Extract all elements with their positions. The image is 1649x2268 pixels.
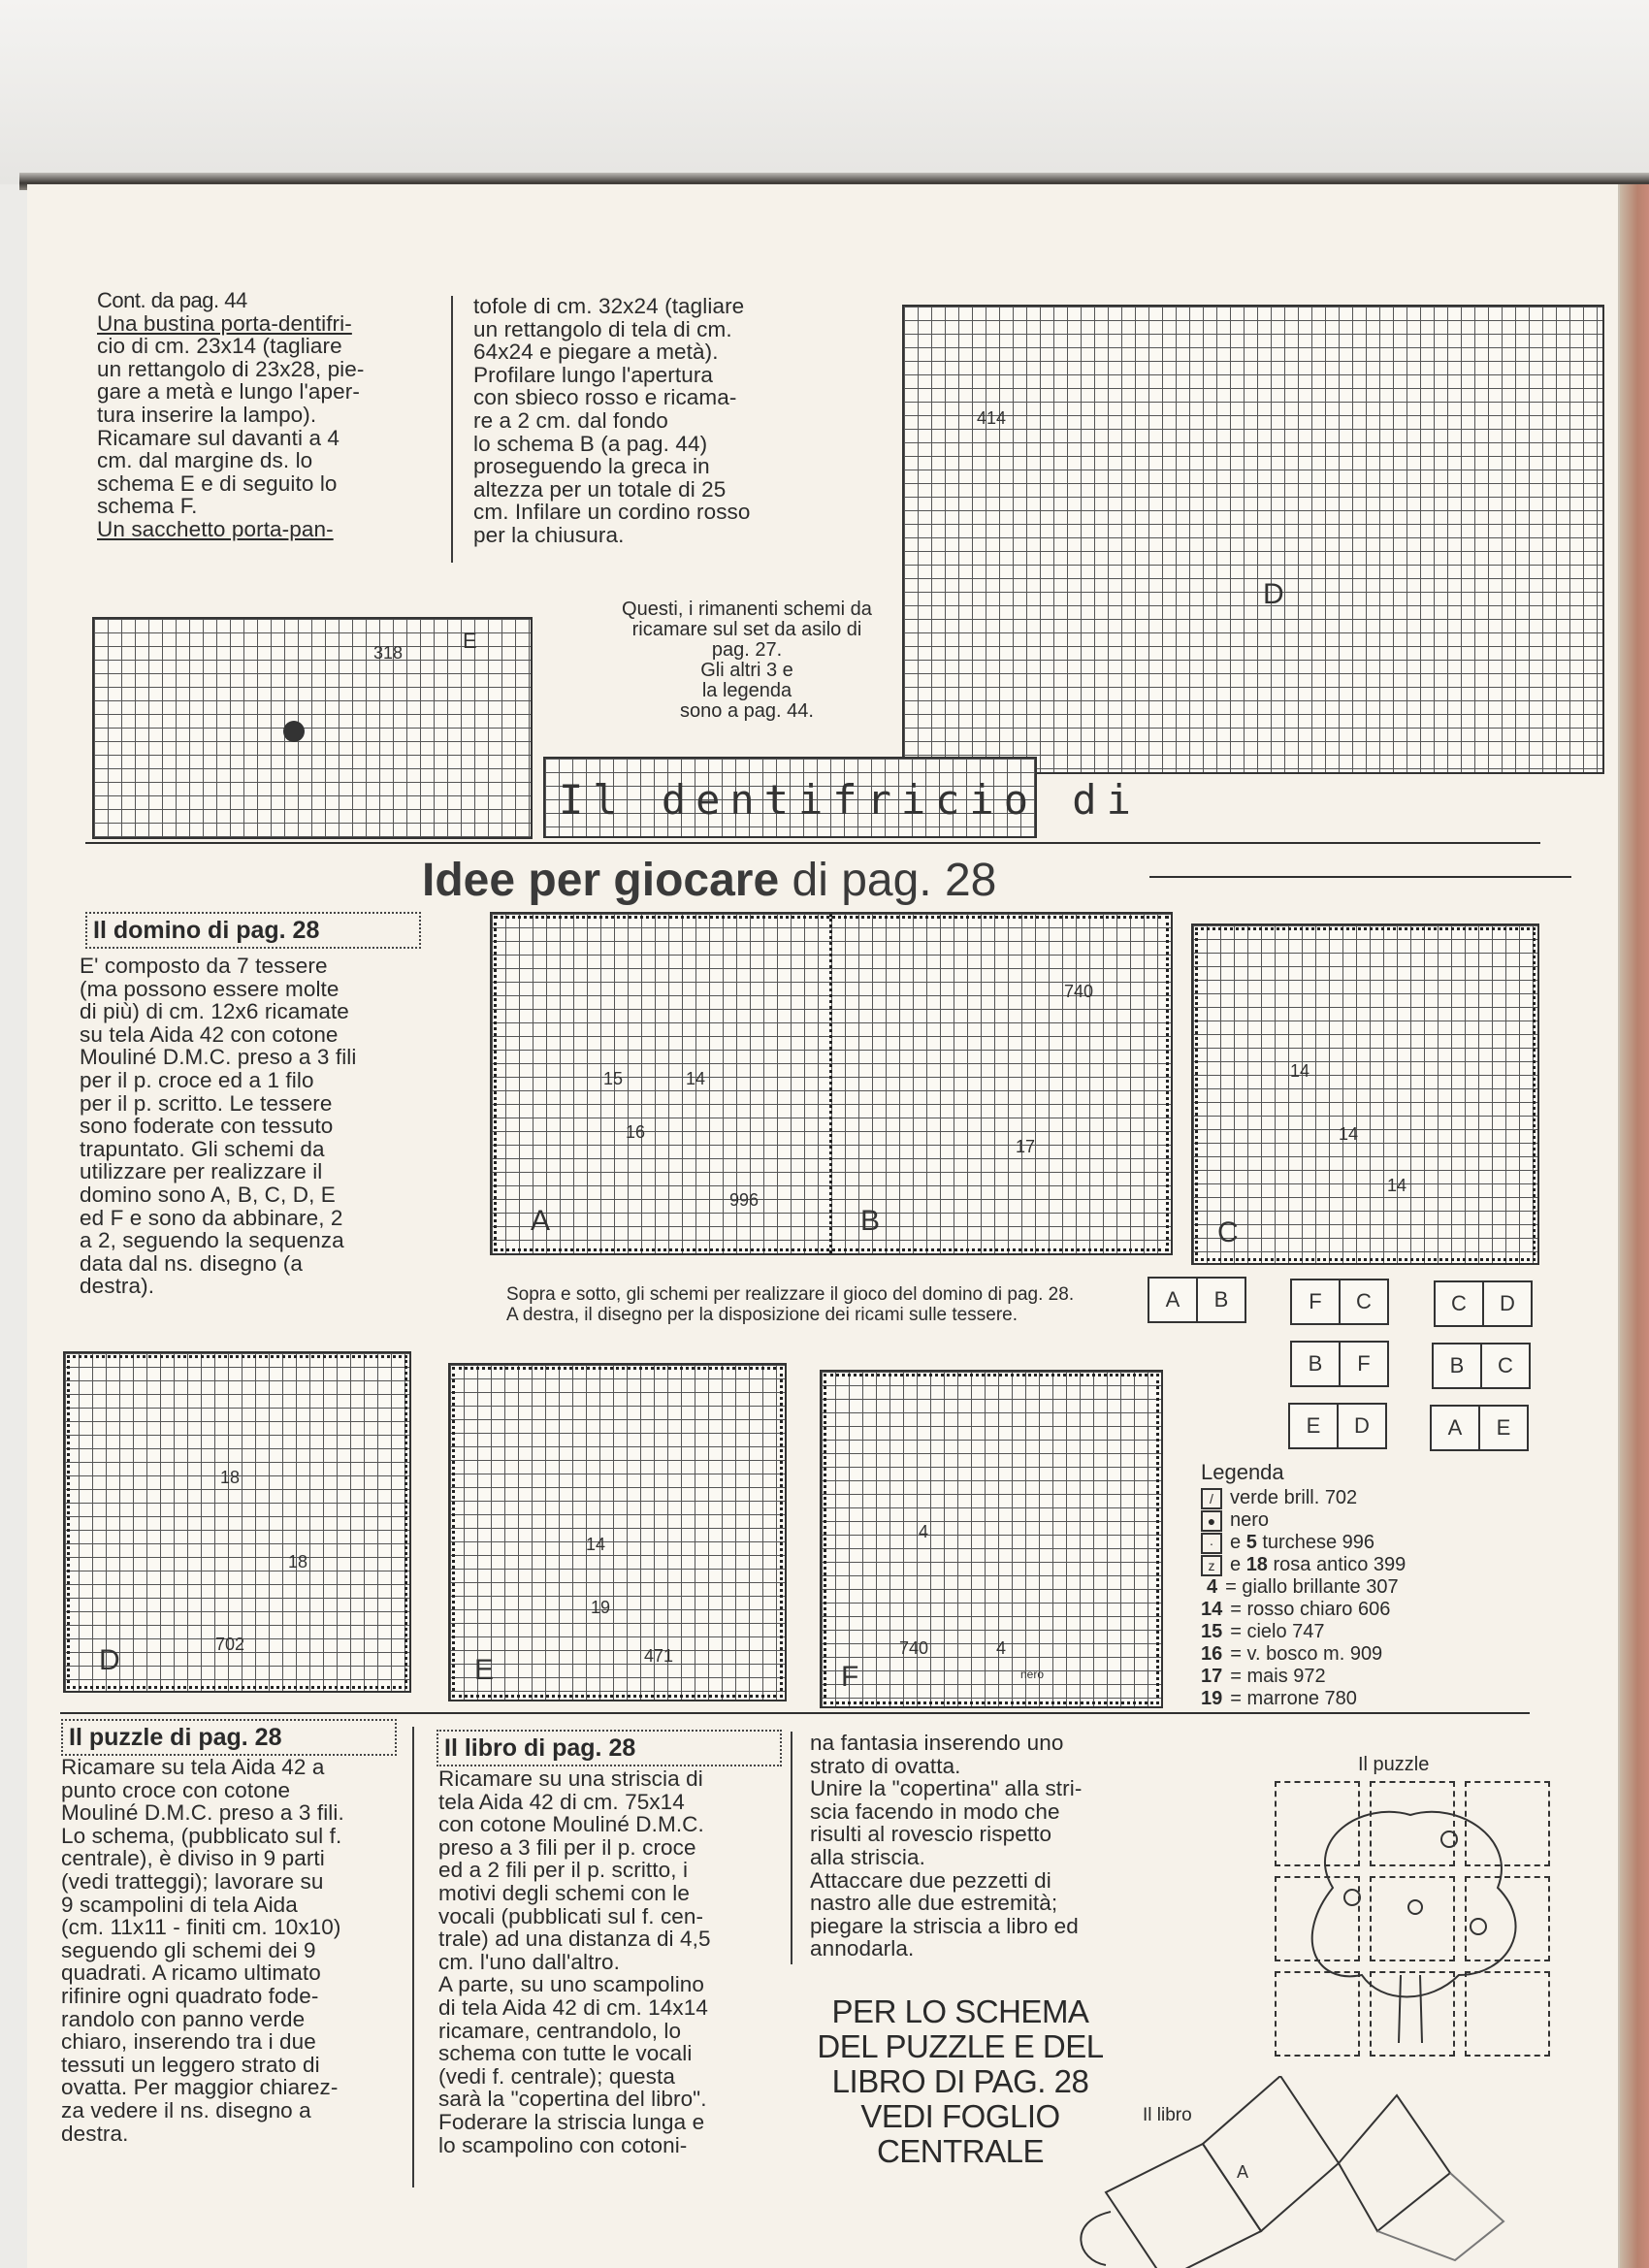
text-line: punto croce con cotone: [61, 1777, 291, 1802]
text-line: data dal ns. disegno (a: [80, 1250, 303, 1276]
chart-number: nero: [1020, 1668, 1045, 1681]
intro-line: un rettangolo di 23x28, pie-: [97, 356, 365, 381]
text-line: a 2, seguendo la sequenza: [80, 1228, 344, 1253]
intro-line: Profilare lungo l'apertura: [473, 362, 714, 387]
legend-text: nero: [1230, 1509, 1270, 1531]
text-line: (ma possono essere molte: [80, 976, 340, 1001]
text-line: tela Aida 42 di cm. 75x14: [438, 1789, 685, 1814]
text-line: centrale), è diviso in 9 parti: [61, 1846, 325, 1871]
text-line: 9 scampolini di tela Aida: [61, 1892, 298, 1917]
puzzle-illustration-label: Il puzzle: [1358, 1754, 1430, 1775]
text-line: nastro alle due estremità;: [810, 1891, 1058, 1916]
legend-text: = marrone 780: [1230, 1688, 1357, 1709]
chart-domino-f: [820, 1370, 1163, 1708]
tile-left: C: [1451, 1291, 1467, 1315]
chart-whale: [92, 617, 533, 839]
text-line: motivi degli schemi con le: [438, 1880, 690, 1905]
text-line: trapuntato. Gli schemi da: [80, 1136, 325, 1161]
tile-right: D: [1482, 1282, 1531, 1325]
text-line: per il p. croce ed a 1 filo: [80, 1067, 314, 1092]
text-line: scia facendo in modo che: [810, 1798, 1060, 1824]
legend-text: = rosso chiaro 606: [1230, 1599, 1391, 1620]
chart-number: 14: [586, 1535, 606, 1554]
text-line: (vedi tratteggi); lavorare su: [61, 1868, 324, 1894]
tile-right: F: [1339, 1343, 1387, 1385]
intro-line: Un sacchetto porta-pan-: [97, 516, 334, 541]
text-line: sono foderate con tessuto: [80, 1114, 334, 1139]
legend-text: = mais 972: [1230, 1666, 1326, 1687]
legend-text: turchese 996: [1256, 1532, 1375, 1553]
tile-left: A: [1447, 1415, 1463, 1440]
tile-right: D: [1337, 1405, 1385, 1447]
text-line: seguendo gli schemi dei 9: [61, 1937, 316, 1962]
intro-line: cio di cm. 23x14 (tagliare: [97, 334, 342, 359]
chart-number: 14: [1339, 1124, 1359, 1144]
legend: [1201, 1460, 1550, 1710]
domino-heading: Il domino di pag. 28: [85, 912, 421, 949]
legend-text: rosa antico 399: [1267, 1554, 1406, 1575]
tile-left: E: [1306, 1413, 1321, 1438]
domino-caption: [506, 1284, 1147, 1325]
chart-number: 16: [626, 1122, 646, 1142]
continued-note: Cont. da pag. 44: [97, 288, 247, 312]
text-line: Ricamare su una striscia di: [438, 1766, 703, 1791]
text-line: chiaro, inserendo tra i due: [61, 2029, 316, 2055]
chart-number: 18: [220, 1468, 241, 1487]
text-line: piegare la striscia a libro ed: [810, 1913, 1079, 1938]
chart-number: 15: [603, 1069, 624, 1088]
text-line: ovatta. Per maggior chiarez-: [61, 2075, 339, 2100]
text-line: risulti al rovescio rispetto: [810, 1822, 1052, 1847]
chart-animal: [902, 305, 1604, 774]
text-line: preso a 3 fili per il p. croce: [438, 1834, 696, 1860]
legend-prefix: e: [1230, 1532, 1246, 1553]
legend-number: 18: [1245, 1554, 1268, 1575]
tile-left: B: [1449, 1353, 1465, 1377]
intro-line: schema E e di seguito lo: [97, 470, 338, 496]
domino-tile: [1148, 1277, 1246, 1323]
intro-line: tura inserire la lampo).: [97, 402, 317, 427]
libro-heading: Il libro di pag. 28: [436, 1730, 782, 1766]
intro-line: proseguendo la greca in: [473, 454, 710, 479]
note-line: Gli altri 3 e: [700, 660, 793, 681]
text-line: annodarla.: [810, 1936, 915, 1961]
chart-number: 996: [729, 1190, 760, 1210]
chart-number: 471: [644, 1646, 674, 1666]
caps-line: LIBRO DI PAG. 28: [831, 2063, 1089, 2099]
border-dots: [452, 1367, 783, 1698]
chart-number: 17: [1016, 1137, 1036, 1156]
legend-number: 14: [1201, 1599, 1223, 1620]
legend-number: 16: [1201, 1643, 1223, 1665]
book-drawing-icon: [1067, 2076, 1533, 2268]
text-line: su tela Aida 42 con cotone: [80, 1021, 339, 1047]
chart-number: 740: [899, 1638, 929, 1658]
tile-right: E: [1478, 1407, 1527, 1449]
intro-line: gare a metà e lungo l'aper-: [97, 379, 360, 405]
legend-item: [1201, 1688, 1550, 1710]
text-line: lo scampolino con cotoni-: [438, 2132, 688, 2157]
chart-annotation: 414: [977, 408, 1007, 428]
chart-annotation: 318: [373, 643, 404, 663]
intro-line: lo schema B (a pag. 44): [473, 431, 708, 456]
z-symbol-icon: z: [1201, 1555, 1222, 1576]
text-line: per il p. scritto. Le tessere: [80, 1090, 333, 1116]
tile-left: A: [1165, 1287, 1180, 1312]
chart-number: 14: [1290, 1061, 1310, 1081]
text-line: (cm. 11x11 - finiti cm. 10x10): [61, 1915, 341, 1940]
tile-right: C: [1339, 1280, 1387, 1323]
legend-prefix: e: [1230, 1554, 1246, 1575]
domino-tile: [1430, 1405, 1529, 1451]
dot-symbol-icon: ●: [1201, 1510, 1222, 1532]
text-line: ricamare, centrandolo, lo: [438, 2018, 682, 2043]
legend-number: 19: [1201, 1688, 1223, 1709]
text-line: E' composto da 7 tessere: [80, 954, 328, 978]
intro-line: altezza per un totale di 25: [473, 476, 727, 502]
caps-line: PER LO SCHEMA: [831, 1993, 1089, 2029]
text-line: destra).: [80, 1274, 155, 1299]
domino-tile: [1290, 1341, 1389, 1387]
note-line: Questi, i rimanenti schemi da: [622, 599, 872, 620]
caption-line: A destra, il disegno per la disposizione dei ricami sulle tessere.: [506, 1305, 1018, 1325]
intro-line: per la chiusura.: [473, 522, 625, 547]
text-line: di tela Aida 42 di cm. 14x14: [438, 1994, 708, 2020]
intro-line: re a 2 cm. dal fondo: [473, 407, 668, 433]
text-line: Mouliné D.M.C. preso a 3 fili.: [61, 1800, 344, 1826]
domino-text: [80, 955, 429, 1298]
text-line: alla striscia.: [810, 1844, 925, 1869]
domino-tile: [1432, 1343, 1531, 1389]
chart-label: D: [99, 1644, 120, 1676]
caps-line: VEDI FOGLIO: [860, 2098, 1060, 2134]
legend-text: = v. bosco m. 909: [1230, 1643, 1383, 1665]
text-line: strato di ovatta.: [810, 1753, 961, 1778]
chart-label: F: [841, 1661, 859, 1693]
text-line: destra.: [61, 2121, 129, 2146]
chart-label: B: [860, 1205, 881, 1237]
note-line: pag. 27.: [711, 639, 783, 661]
small-dot-symbol-icon: ·: [1201, 1533, 1222, 1554]
legend-text: = giallo brillante 307: [1225, 1576, 1399, 1598]
intro-line: un rettangolo di tela di cm.: [473, 316, 732, 341]
chart-domino-e: [448, 1363, 787, 1701]
text-line: ed F e sono da abbinare, 2: [80, 1205, 343, 1230]
text-line: domino sono A, B, C, D, E: [80, 1182, 336, 1207]
intro-line: cm. Infilare un cordino rosso: [473, 500, 751, 525]
chart-label: C: [1217, 1216, 1239, 1248]
book-illustration-label: Il libro: [1143, 2105, 1192, 2125]
text-line: Ricamare su tela Aida 42 a: [61, 1755, 325, 1779]
tree-drawing-icon: [1275, 1781, 1550, 2057]
text-line: trale) ad una distanza di 4,5: [438, 1927, 711, 1952]
domino-tile: [1290, 1279, 1389, 1325]
text-line: tessuti un leggero strato di: [61, 2052, 320, 2077]
intro-line: Ricamare sul davanti a 4: [97, 425, 340, 450]
chart-number: 4: [919, 1522, 929, 1541]
text-line: Mouliné D.M.C. preso a 3 fili: [80, 1045, 357, 1070]
border-dots: [824, 1374, 1159, 1704]
tile-right: C: [1480, 1345, 1529, 1387]
chart-domino-a-b: [490, 912, 1173, 1255]
intro-line: Una bustina porta-dentifri-: [97, 310, 352, 336]
intro-line: 64x24 e piegare a metà).: [473, 340, 719, 365]
text-line: Lo schema, (pubblicato sul f.: [61, 1823, 342, 1848]
text-line: di più) di cm. 12x6 ricamate: [80, 999, 349, 1024]
center-dots: [829, 914, 832, 1253]
chart-label: D: [1263, 578, 1284, 610]
legend-item: [1201, 1554, 1550, 1576]
legend-item: [1201, 1487, 1550, 1509]
text-line: za vedere il ns. disegno a: [61, 2097, 311, 2122]
intro-line: con sbieco rosso e ricama-: [473, 385, 737, 410]
intro-line: cm. dal margine ds. lo: [97, 448, 313, 473]
text-line: cm. l'uno dall'altro.: [438, 1949, 621, 1974]
text-line: Foderare la striscia lunga e: [438, 2109, 705, 2134]
chart-domino-c: [1191, 923, 1539, 1265]
section-divider: [60, 1712, 1530, 1714]
section-title: Idee per giocare di pag. 28: [422, 855, 997, 906]
section-divider: [85, 842, 1540, 844]
chart-label: E: [474, 1654, 495, 1686]
chart-number: 702: [215, 1635, 245, 1654]
caps-line: CENTRALE: [876, 2133, 1045, 2169]
tile-left: F: [1309, 1289, 1322, 1313]
chart-domino-d: [63, 1351, 411, 1693]
slash-symbol-icon: /: [1201, 1488, 1222, 1509]
tile-left: B: [1308, 1351, 1323, 1376]
legend-number: 15: [1201, 1621, 1223, 1642]
legend-item: [1201, 1621, 1550, 1643]
legend-text: verde brill. 702: [1230, 1487, 1358, 1508]
chart-number: 18: [288, 1552, 308, 1571]
text-line: rifinire ogni quadrato fode-: [61, 1983, 319, 2008]
chart-number: 4: [996, 1638, 1007, 1658]
text-line: Unire la "copertina" alla stri-: [810, 1776, 1083, 1801]
legend-number: 4: [1207, 1576, 1218, 1598]
note-line: la legenda: [701, 680, 792, 701]
puzzle-heading: Il puzzle di pag. 28: [61, 1719, 397, 1756]
chart-number: 740: [1064, 982, 1094, 1001]
tile-right: B: [1196, 1279, 1245, 1321]
whale-eye-icon: [283, 721, 305, 742]
domino-tile: [1434, 1280, 1533, 1327]
svg-text:A: A: [1237, 2162, 1249, 2182]
page-edge: [1620, 184, 1649, 2268]
text-line: vocali (pubblicati sul f. cen-: [438, 1903, 704, 1928]
legend-item: [1201, 1532, 1550, 1554]
legend-item: [1201, 1509, 1550, 1532]
chart-number: 19: [591, 1598, 611, 1617]
text-line: utilizzare per realizzare il: [80, 1159, 323, 1184]
legend-item: [1201, 1643, 1550, 1666]
text-line: con cotone Mouliné D.M.C.: [438, 1812, 704, 1837]
chart-label: A: [531, 1205, 551, 1237]
text-line: schema con tutte le vocali: [438, 2041, 693, 2066]
title-rule: [1149, 876, 1571, 878]
caps-line: DEL PUZZLE E DEL: [817, 2028, 1104, 2064]
puzzle-text: [61, 1756, 410, 2145]
text-line: (vedi f. centrale); questa: [438, 2063, 675, 2089]
text-line: quadrati. A ricamo ultimato: [61, 1960, 321, 1986]
caption-line: Sopra e sotto, gli schemi per realizzare il gioco del domino di pag. 28.: [506, 1284, 1075, 1305]
text-line: na fantasia inserendo uno: [810, 1731, 1064, 1755]
chart-number: 14: [1387, 1176, 1407, 1195]
intro-line: tofole di cm. 32x24 (tagliare: [473, 294, 745, 318]
domino-tile: [1288, 1403, 1387, 1449]
legend-item: [1201, 1576, 1550, 1599]
legend-number: 5: [1245, 1532, 1257, 1553]
libro-text-continued: [810, 1732, 1159, 1960]
legend-text: = cielo 747: [1230, 1621, 1325, 1642]
intro-line: schema F.: [97, 494, 198, 519]
text-line: randolo con panno verde: [61, 2006, 306, 2031]
intro-column-2: [473, 295, 823, 547]
chart-lettering: [543, 757, 1141, 838]
text-line: A parte, su uno scampolino: [438, 1972, 705, 1997]
legend-item: [1201, 1666, 1550, 1688]
column-divider: [791, 1732, 792, 1964]
center-note: [601, 599, 892, 722]
intro-column-1: [97, 289, 427, 541]
text-line: sarà la "copertina del libro".: [438, 2087, 707, 2112]
stitched-lettering: Il dentifricio di: [559, 776, 1141, 824]
note-line: ricamare sul set da asilo di: [631, 619, 862, 640]
legend-title: Legenda: [1201, 1460, 1284, 1484]
chart-number: 14: [686, 1069, 706, 1088]
border-dots: [1195, 927, 1536, 1261]
note-line: sono a pag. 44.: [680, 700, 814, 722]
legend-item: [1201, 1599, 1550, 1621]
legend-number: 17: [1201, 1666, 1223, 1687]
scanner-background: [0, 0, 1649, 184]
text-line: ed a 2 fili per il p. scritto, i: [438, 1858, 689, 1883]
column-divider: [451, 296, 453, 563]
text-line: Attaccare due pezzetti di: [810, 1867, 1051, 1893]
chart-label: E: [463, 629, 477, 653]
column-divider: [412, 1727, 414, 2187]
libro-text: [438, 1767, 788, 2156]
